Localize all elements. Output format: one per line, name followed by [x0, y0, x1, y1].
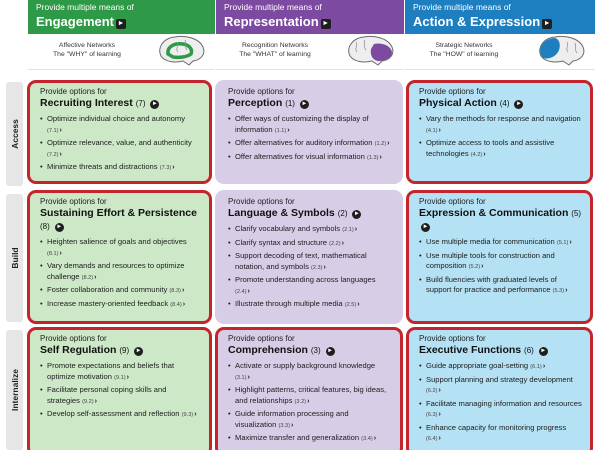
checkpoint-item[interactable] — [228, 433, 392, 445]
checkpoint-number: (3.2) — [294, 398, 307, 405]
checkpoint-text: Guide information processing and visualization — [235, 409, 349, 429]
checkpoint-text: Use multiple media for communication — [426, 237, 555, 246]
checkpoint-number: (1.2) — [374, 141, 387, 147]
card-title[interactable]: Physical Action — [419, 97, 497, 109]
guideline-number: (9) — [119, 346, 130, 355]
checkpoint-text: Facilitate managing information and resources — [426, 398, 582, 408]
chevron-right-icon: › — [483, 150, 486, 158]
checkpoint-number: (2.5) — [344, 302, 357, 308]
arrow-right-icon[interactable]: ► — [301, 101, 308, 107]
chevron-right-icon: › — [194, 411, 197, 418]
chevron-right-icon: › — [307, 397, 310, 405]
chevron-right-icon: › — [542, 363, 546, 370]
checkpoint-number: (5.3) — [552, 288, 565, 294]
chevron-right-icon: › — [59, 249, 62, 257]
guideline-card-physical-action[interactable] — [406, 80, 593, 184]
chevron-right-icon: › — [94, 273, 97, 281]
chevron-right-icon: › — [438, 126, 441, 134]
card-title[interactable]: Executive Functions — [419, 344, 522, 356]
card-pre-text: Provide options for — [419, 87, 486, 96]
arrow-right-icon[interactable]: ► — [117, 20, 125, 27]
checkpoint-item[interactable] — [40, 237, 201, 259]
checkpoint-text: Develop self-assessment and reflection — [47, 409, 180, 418]
checkpoint-number: (6.3) — [426, 412, 438, 418]
chevron-right-icon: › — [94, 397, 97, 405]
checkpoint-item[interactable] — [228, 114, 392, 136]
brain-icon — [155, 34, 207, 68]
arrow-right-icon[interactable]: ► — [422, 224, 429, 230]
checkpoint-number: (3.1) — [235, 374, 247, 381]
checkpoint-number: (6.2) — [426, 388, 438, 394]
checkpoint-text: Vary demands and resources to optimize challenge — [47, 261, 185, 281]
guideline-number: (2) — [337, 209, 348, 218]
checkpoint-item[interactable] — [228, 251, 392, 273]
checkpoint-text: Offer alternatives for auditory information — [235, 138, 373, 147]
checkpoint-list — [40, 114, 201, 174]
chevron-right-icon: › — [287, 126, 290, 134]
checkpoint-text: Optimize access to tools and assistive technologies — [426, 138, 555, 158]
checkpoint-item[interactable] — [228, 152, 392, 164]
card-title[interactable]: Expression & Communication — [419, 207, 569, 219]
chevron-right-icon: › — [323, 263, 326, 271]
checkpoint-item[interactable] — [40, 299, 201, 311]
guideline-number: (3) — [310, 346, 321, 355]
guideline-number: (5) — [571, 209, 582, 218]
network-name: Affective Networks — [58, 42, 116, 49]
arrow-right-icon[interactable]: ► — [543, 20, 551, 27]
card-pre-text: Provide options for — [419, 197, 486, 206]
arrow-right-icon[interactable]: ► — [540, 348, 547, 354]
chevron-right-icon: › — [126, 373, 129, 381]
guideline-card-self-regulation[interactable] — [27, 327, 212, 450]
arrow-right-icon[interactable]: ► — [327, 348, 334, 354]
checkpoint-number: (8.1) — [47, 250, 59, 257]
representation-header-band[interactable] — [216, 0, 404, 34]
chevron-right-icon: › — [438, 387, 441, 394]
chevron-right-icon: › — [59, 150, 62, 158]
arrow-right-icon[interactable]: ► — [151, 101, 158, 107]
checkpoint-item[interactable] — [40, 361, 201, 383]
card-title[interactable]: Self Regulation — [40, 344, 117, 356]
engagement-header — [28, 0, 215, 70]
row-label-text: Build — [9, 247, 20, 269]
card-pre-text: Provide options for — [419, 334, 486, 343]
checkpoint-item[interactable] — [419, 138, 582, 160]
guideline-card-sustaining-effort[interactable] — [27, 190, 212, 324]
checkpoint-number: (1.3) — [366, 154, 379, 161]
checkpoint-list — [419, 361, 582, 445]
guideline-number: (6) — [524, 346, 534, 355]
guideline-card-expression-communication[interactable] — [406, 190, 593, 324]
checkpoint-number: (4.1) — [426, 127, 438, 134]
chevron-right-icon: › — [59, 126, 62, 134]
action-expression-header — [405, 0, 595, 70]
card-pre-text: Provide options for — [228, 87, 295, 96]
checkpoint-item[interactable] — [40, 114, 201, 136]
checkpoint-list — [228, 224, 392, 311]
checkpoint-number: (2.3) — [311, 264, 323, 271]
checkpoint-text: Support decoding of text, mathematical notation, and symbols — [235, 251, 367, 271]
checkpoint-number: (4.2) — [470, 151, 483, 158]
arrow-right-icon[interactable]: ► — [56, 224, 63, 230]
row-label-text: Access — [9, 119, 20, 149]
checkpoint-item[interactable] — [40, 385, 201, 407]
chevron-right-icon: › — [291, 421, 294, 429]
checkpoint-item[interactable] — [228, 138, 392, 150]
chevron-right-icon: › — [569, 239, 572, 246]
checkpoint-list — [419, 114, 582, 160]
checkpoint-text: Maximize transfer and generalization — [235, 433, 360, 442]
checkpoint-item[interactable] — [228, 361, 392, 383]
checkpoint-number: (6.4) — [426, 436, 438, 442]
chevron-right-icon: › — [481, 263, 484, 270]
checkpoint-number: (2.2) — [329, 240, 341, 247]
card-title[interactable]: Sustaining Effort & Persistence — [40, 207, 197, 219]
checkpoint-item[interactable] — [419, 399, 582, 421]
chevron-right-icon: › — [182, 300, 186, 308]
representation-header — [216, 0, 404, 70]
card-title[interactable]: Comprehension — [228, 344, 308, 356]
checkpoint-number: (7.2) — [47, 151, 59, 158]
checkpoint-text: Build fluencies with graduated levels of support for practice and performance — [426, 274, 557, 294]
arrow-right-icon[interactable]: ► — [515, 101, 522, 107]
chevron-right-icon: › — [379, 153, 382, 161]
checkpoint-item[interactable] — [228, 299, 392, 311]
chevron-right-icon: › — [438, 411, 441, 418]
arrow-right-icon[interactable]: ► — [322, 20, 330, 27]
checkpoint-text: Optimize relevance, value, and authenticity — [47, 138, 192, 147]
checkpoint-item[interactable] — [419, 237, 582, 249]
checkpoint-text: Highlight patterns, critical features, big ideas, and relationships — [235, 385, 387, 405]
chevron-right-icon: › — [341, 239, 344, 247]
chevron-right-icon: › — [247, 287, 250, 295]
guideline-card-perception[interactable] — [215, 80, 403, 184]
checkpoint-number: (1.1) — [274, 127, 287, 134]
checkpoint-number: (8.4) — [170, 301, 182, 308]
checkpoint-item[interactable] — [419, 375, 582, 397]
checkpoint-list — [228, 114, 392, 163]
checkpoint-item[interactable] — [419, 275, 582, 297]
chevron-right-icon: › — [247, 373, 250, 381]
chevron-right-icon: › — [565, 287, 568, 294]
chevron-right-icon: › — [354, 226, 358, 233]
checkpoint-list — [40, 237, 201, 310]
checkpoint-text: Minimize threats and distractions — [47, 162, 158, 171]
checkpoint-text: Facilitate personal coping skills and strategies — [47, 385, 167, 405]
card-title[interactable]: Perception — [228, 97, 283, 109]
brain-icon — [344, 34, 396, 68]
checkpoint-item[interactable] — [228, 409, 392, 431]
checkpoint-text: Foster collaboration and community — [47, 285, 168, 294]
checkpoint-item[interactable] — [228, 385, 392, 407]
arrow-right-icon[interactable]: ► — [135, 348, 142, 354]
chevron-right-icon: › — [172, 164, 175, 171]
checkpoint-text: Use multiple tools for construction and composition — [426, 250, 555, 270]
checkpoint-number: (9.1) — [114, 374, 126, 381]
checkpoint-number: (2.1) — [342, 227, 354, 233]
checkpoint-text: Clarify syntax and structure — [235, 237, 328, 247]
network-name: Recognition Networks — [241, 42, 309, 49]
checkpoint-number: (6.1) — [530, 364, 542, 370]
card-title[interactable]: Language & Symbols — [228, 207, 335, 219]
guideline-card-executive-functions[interactable] — [406, 327, 593, 450]
card-pre-text: Provide options for — [40, 87, 107, 96]
checkpoint-item[interactable] — [228, 238, 392, 250]
chevron-right-icon: › — [373, 435, 377, 442]
row-label-build — [6, 194, 23, 322]
representation-title: Representation — [224, 14, 319, 29]
card-pre-text: Provide options for — [228, 334, 295, 343]
guideline-number: (4) — [499, 99, 510, 108]
header-pre-text: Provide multiple means of — [224, 2, 322, 12]
checkpoint-number: (7.1) — [47, 127, 59, 134]
checkpoint-text: Increase mastery-oriented feedback — [47, 298, 169, 308]
checkpoint-item[interactable] — [419, 114, 582, 136]
checkpoint-list — [419, 237, 582, 297]
checkpoint-number: (3.3) — [278, 422, 291, 429]
checkpoint-item[interactable] — [40, 138, 201, 160]
checkpoint-item[interactable] — [419, 361, 582, 373]
action-expression-header-band[interactable] — [405, 0, 595, 34]
network-subtitle: The "WHAT" of learning — [239, 51, 311, 58]
checkpoint-item[interactable] — [40, 285, 201, 297]
action-expression-title: Action & Expression — [413, 14, 541, 29]
checkpoint-number: (8.2) — [81, 274, 94, 281]
arrow-right-icon[interactable]: ► — [353, 211, 360, 217]
checkpoint-item[interactable] — [228, 275, 392, 297]
row-label-internalize — [6, 330, 23, 450]
checkpoint-number: (5.2) — [468, 264, 481, 270]
checkpoint-item[interactable] — [40, 162, 201, 174]
guideline-number: (7) — [135, 99, 146, 108]
row-label-text: Internalize — [9, 368, 20, 412]
checkpoint-text: Support planning and strategy development — [426, 374, 573, 384]
checkpoint-list — [228, 361, 392, 445]
checkpoint-number: (9.3) — [181, 412, 194, 418]
checkpoint-item[interactable] — [419, 251, 582, 273]
guideline-number: (8) — [40, 222, 50, 231]
engagement-title: Engagement — [36, 14, 115, 29]
checkpoint-text: Guide appropriate goal-setting — [426, 361, 529, 370]
checkpoint-text: Illustrate through multiple media — [235, 299, 343, 308]
checkpoint-number: (9.2) — [82, 398, 94, 405]
checkpoint-number: (8.3) — [169, 288, 181, 294]
guideline-number: (1) — [285, 99, 295, 108]
checkpoint-text: Promote expectations and beliefs that optimize motivation — [47, 361, 175, 381]
card-title[interactable]: Recruiting Interest — [40, 97, 133, 109]
checkpoint-number: (3.4) — [361, 436, 373, 442]
row-label-access — [6, 82, 23, 186]
checkpoint-text: Clarify vocabulary and symbols — [235, 224, 341, 233]
header-pre-text: Provide multiple means of — [36, 2, 134, 12]
checkpoint-number: (2.4) — [235, 288, 247, 295]
chevron-right-icon: › — [181, 287, 185, 294]
checkpoint-number: (7.3) — [159, 165, 172, 171]
guideline-card-comprehension[interactable] — [215, 327, 403, 450]
checkpoint-text: Offer alternatives for visual information — [235, 151, 365, 161]
network-subtitle: The "WHY" of learning — [53, 51, 121, 58]
checkpoint-text: Optimize individual choice and autonomy — [47, 114, 186, 123]
checkpoint-item[interactable] — [419, 423, 582, 445]
chevron-right-icon: › — [387, 140, 390, 147]
header-pre-text: Provide multiple means of — [413, 2, 511, 12]
checkpoint-text: Vary the methods for response and navigation — [426, 114, 581, 123]
card-pre-text: Provide options for — [40, 197, 107, 206]
checkpoint-item[interactable] — [228, 224, 392, 236]
guideline-card-recruiting-interest[interactable] — [27, 80, 212, 184]
checkpoint-item[interactable] — [40, 409, 201, 421]
chevron-right-icon: › — [438, 435, 441, 442]
brain-icon — [535, 34, 587, 68]
network-subtitle: The "HOW" of learning — [429, 51, 499, 58]
checkpoint-text: Promote understanding across languages — [235, 275, 376, 284]
engagement-header-band[interactable] — [28, 0, 215, 34]
checkpoint-text: Offer ways of customizing the display of information — [235, 114, 369, 134]
checkpoint-text: Activate or supply background knowledge — [235, 361, 376, 370]
card-pre-text: Provide options for — [40, 334, 107, 343]
chevron-right-icon: › — [357, 301, 360, 308]
checkpoint-text: Heighten salience of goals and objectives — [47, 237, 187, 246]
checkpoint-item[interactable] — [40, 261, 201, 283]
checkpoint-number: (5.1) — [556, 240, 569, 246]
checkpoint-text: Enhance capacity for monitoring progress — [426, 422, 567, 432]
card-pre-text: Provide options for — [228, 197, 295, 206]
checkpoint-list — [40, 361, 201, 421]
network-name: Strategic Networks — [435, 42, 493, 49]
guideline-card-language-symbols[interactable] — [215, 190, 403, 324]
